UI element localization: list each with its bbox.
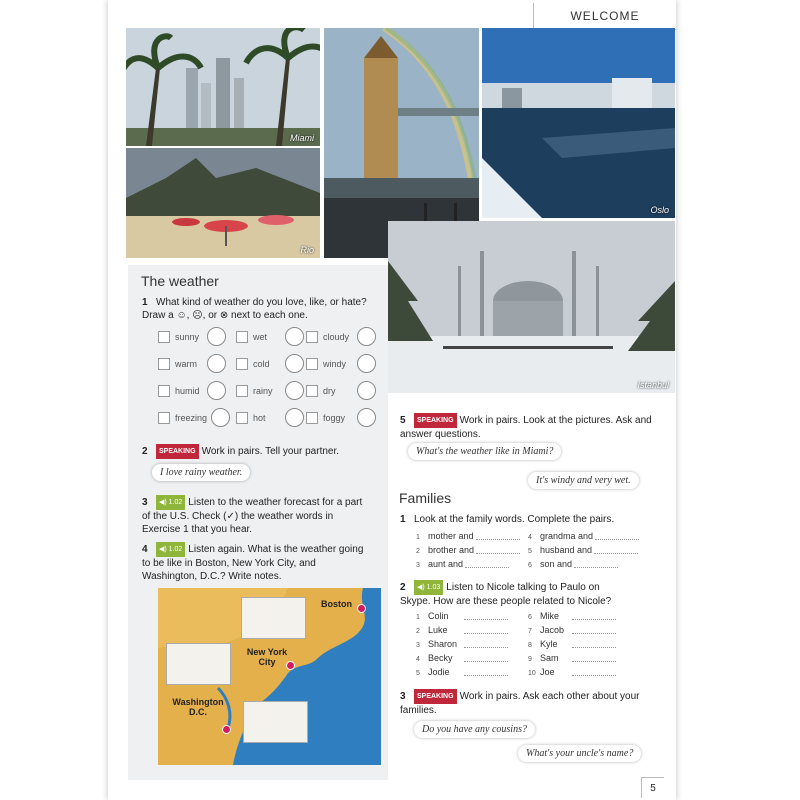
photo-caption-istanbul: Istanbul xyxy=(637,380,669,390)
weather-word-humid[interactable]: humid xyxy=(158,381,226,400)
answer-circle[interactable] xyxy=(285,354,304,373)
speech-bubble: It's windy and very wet. xyxy=(528,472,639,489)
pair-item[interactable]: 5 husband and xyxy=(528,545,638,555)
photo-caption-rio: Rio xyxy=(300,245,314,255)
families-question-3: 3 SPEAKING Work in pairs. Ask each other about your families. xyxy=(400,691,640,716)
speech-bubble: Do you have any cousins? xyxy=(414,721,535,738)
answer-circle[interactable] xyxy=(357,327,376,346)
answer-circle[interactable] xyxy=(357,381,376,400)
photo-rio xyxy=(126,148,320,258)
answer-circle[interactable] xyxy=(357,408,376,427)
pair-item[interactable]: 1 mother and xyxy=(416,531,520,541)
answer-circle[interactable] xyxy=(211,408,230,427)
checkbox[interactable] xyxy=(158,331,170,343)
checkbox[interactable] xyxy=(306,331,318,343)
audio-track-badge[interactable]: ◀) 1.02 xyxy=(156,542,185,557)
checkbox[interactable] xyxy=(158,385,170,397)
families-question-2: 2 ◀) 1.03 Listen to Nicole talking to Paulo on Skype. How are these people related to Nicole? xyxy=(400,582,612,607)
pair-item[interactable]: 4 grandma and xyxy=(528,531,639,541)
weather-word-cold[interactable]: cold xyxy=(236,354,304,373)
speaking-badge: SPEAKING xyxy=(414,413,457,428)
map-label-nyc: New York City xyxy=(246,647,288,667)
speaking-badge: SPEAKING xyxy=(156,444,199,459)
person-item[interactable]: 4 Becky xyxy=(416,653,508,663)
weather-word-warm[interactable]: warm xyxy=(158,354,226,373)
weather-word-hot[interactable]: hot xyxy=(236,408,304,427)
audio-track-badge[interactable]: ◀) 1.02 xyxy=(156,495,185,510)
weather-word-sunny[interactable]: sunny xyxy=(158,327,226,346)
checkbox[interactable] xyxy=(306,385,318,397)
notes-box-dc[interactable] xyxy=(243,701,308,743)
section-tag: WELCOME xyxy=(533,3,676,30)
checkbox[interactable] xyxy=(158,358,170,370)
map-label-boston: Boston xyxy=(321,599,352,609)
photo-miami xyxy=(126,28,320,146)
families-title: Families xyxy=(399,490,452,506)
question-number: 1 xyxy=(142,297,148,308)
checkbox[interactable] xyxy=(236,412,248,424)
weather-question-4: 4 ◀) 1.02 Listen again. What is the weather going to be like in Boston, New York City, and Washington, D.C.? Write notes. xyxy=(142,544,364,582)
question-text: What kind of weather do you love, like, or hate? Draw a ☺, ☹, or ⊗ next to each one. xyxy=(142,297,367,321)
photo-istanbul xyxy=(388,221,675,393)
weather-word-dry[interactable]: dry xyxy=(306,381,376,400)
weather-word-foggy[interactable]: foggy xyxy=(306,408,376,427)
photo-caption-miami: Miami xyxy=(290,133,314,143)
weather-word-windy[interactable]: windy xyxy=(306,354,376,373)
speech-bubble: What's your uncle's name? xyxy=(518,745,641,762)
pair-item[interactable]: 6 son and xyxy=(528,559,618,569)
person-item[interactable]: 5 Jodie xyxy=(416,667,508,677)
answer-circle[interactable] xyxy=(285,408,304,427)
map-marker-dc xyxy=(222,725,231,734)
person-item[interactable]: 8 Kyle xyxy=(528,639,616,649)
person-item[interactable]: 1 Colin xyxy=(416,611,508,621)
answer-circle[interactable] xyxy=(207,327,226,346)
notes-box-boston[interactable] xyxy=(241,597,306,639)
answer-circle[interactable] xyxy=(207,381,226,400)
weather-word-rainy[interactable]: rainy xyxy=(236,381,304,400)
person-item[interactable]: 6 Mike xyxy=(528,611,616,621)
photo-caption-oslo: Oslo xyxy=(650,205,669,215)
speech-bubble: What's the weather like in Miami? xyxy=(408,443,561,460)
checkbox[interactable] xyxy=(158,412,170,424)
speaking-badge: SPEAKING xyxy=(414,689,457,704)
answer-circle[interactable] xyxy=(285,381,304,400)
person-item[interactable]: 3 Sharon xyxy=(416,639,508,649)
pair-item[interactable]: 3 aunt and xyxy=(416,559,509,569)
person-item[interactable]: 9 Sam xyxy=(528,653,616,663)
weather-question-2: 2 SPEAKING Work in pairs. Tell your partner. xyxy=(142,446,340,457)
audio-track-badge[interactable]: ◀) 1.03 xyxy=(414,580,443,595)
families-question-1: 1 Look at the family words. Complete the pairs. xyxy=(400,514,615,525)
weather-question-1 xyxy=(142,296,374,322)
checkbox[interactable] xyxy=(236,331,248,343)
weather-question-3: 3 ◀) 1.02 Listen to the weather forecast for a part of the U.S. Check (✓) the weather words in Exercise 1 that you hear. xyxy=(142,497,363,535)
weather-word-freezing[interactable]: freezing xyxy=(158,408,230,427)
weather-word-cloudy[interactable]: cloudy xyxy=(306,327,376,346)
answer-circle[interactable] xyxy=(285,327,304,346)
weather-word-wet[interactable]: wet xyxy=(236,327,304,346)
map-label-dc: Washington D.C. xyxy=(172,697,224,717)
photo-oslo xyxy=(482,28,675,218)
notes-box-nyc[interactable] xyxy=(166,643,231,685)
checkbox[interactable] xyxy=(306,358,318,370)
speech-bubble: I love rainy weather. xyxy=(152,464,250,481)
person-item[interactable]: 2 Luke xyxy=(416,625,508,635)
page-number: 5 xyxy=(641,777,664,798)
checkbox[interactable] xyxy=(236,358,248,370)
answer-circle[interactable] xyxy=(207,354,226,373)
textbook-page xyxy=(108,0,676,800)
answer-circle[interactable] xyxy=(357,354,376,373)
person-item[interactable]: 10 Joe xyxy=(528,667,616,677)
map-marker-nyc xyxy=(286,661,295,670)
checkbox[interactable] xyxy=(306,412,318,424)
map-marker-boston xyxy=(357,604,366,613)
us-east-coast-map xyxy=(158,588,381,765)
person-item[interactable]: 7 Jacob xyxy=(528,625,616,635)
pair-item[interactable]: 2 brother and xyxy=(416,545,520,555)
checkbox[interactable] xyxy=(236,385,248,397)
weather-title: The weather xyxy=(141,273,219,289)
question-5: 5 SPEAKING Work in pairs. Look at the pictures. Ask and answer questions. xyxy=(400,415,652,440)
